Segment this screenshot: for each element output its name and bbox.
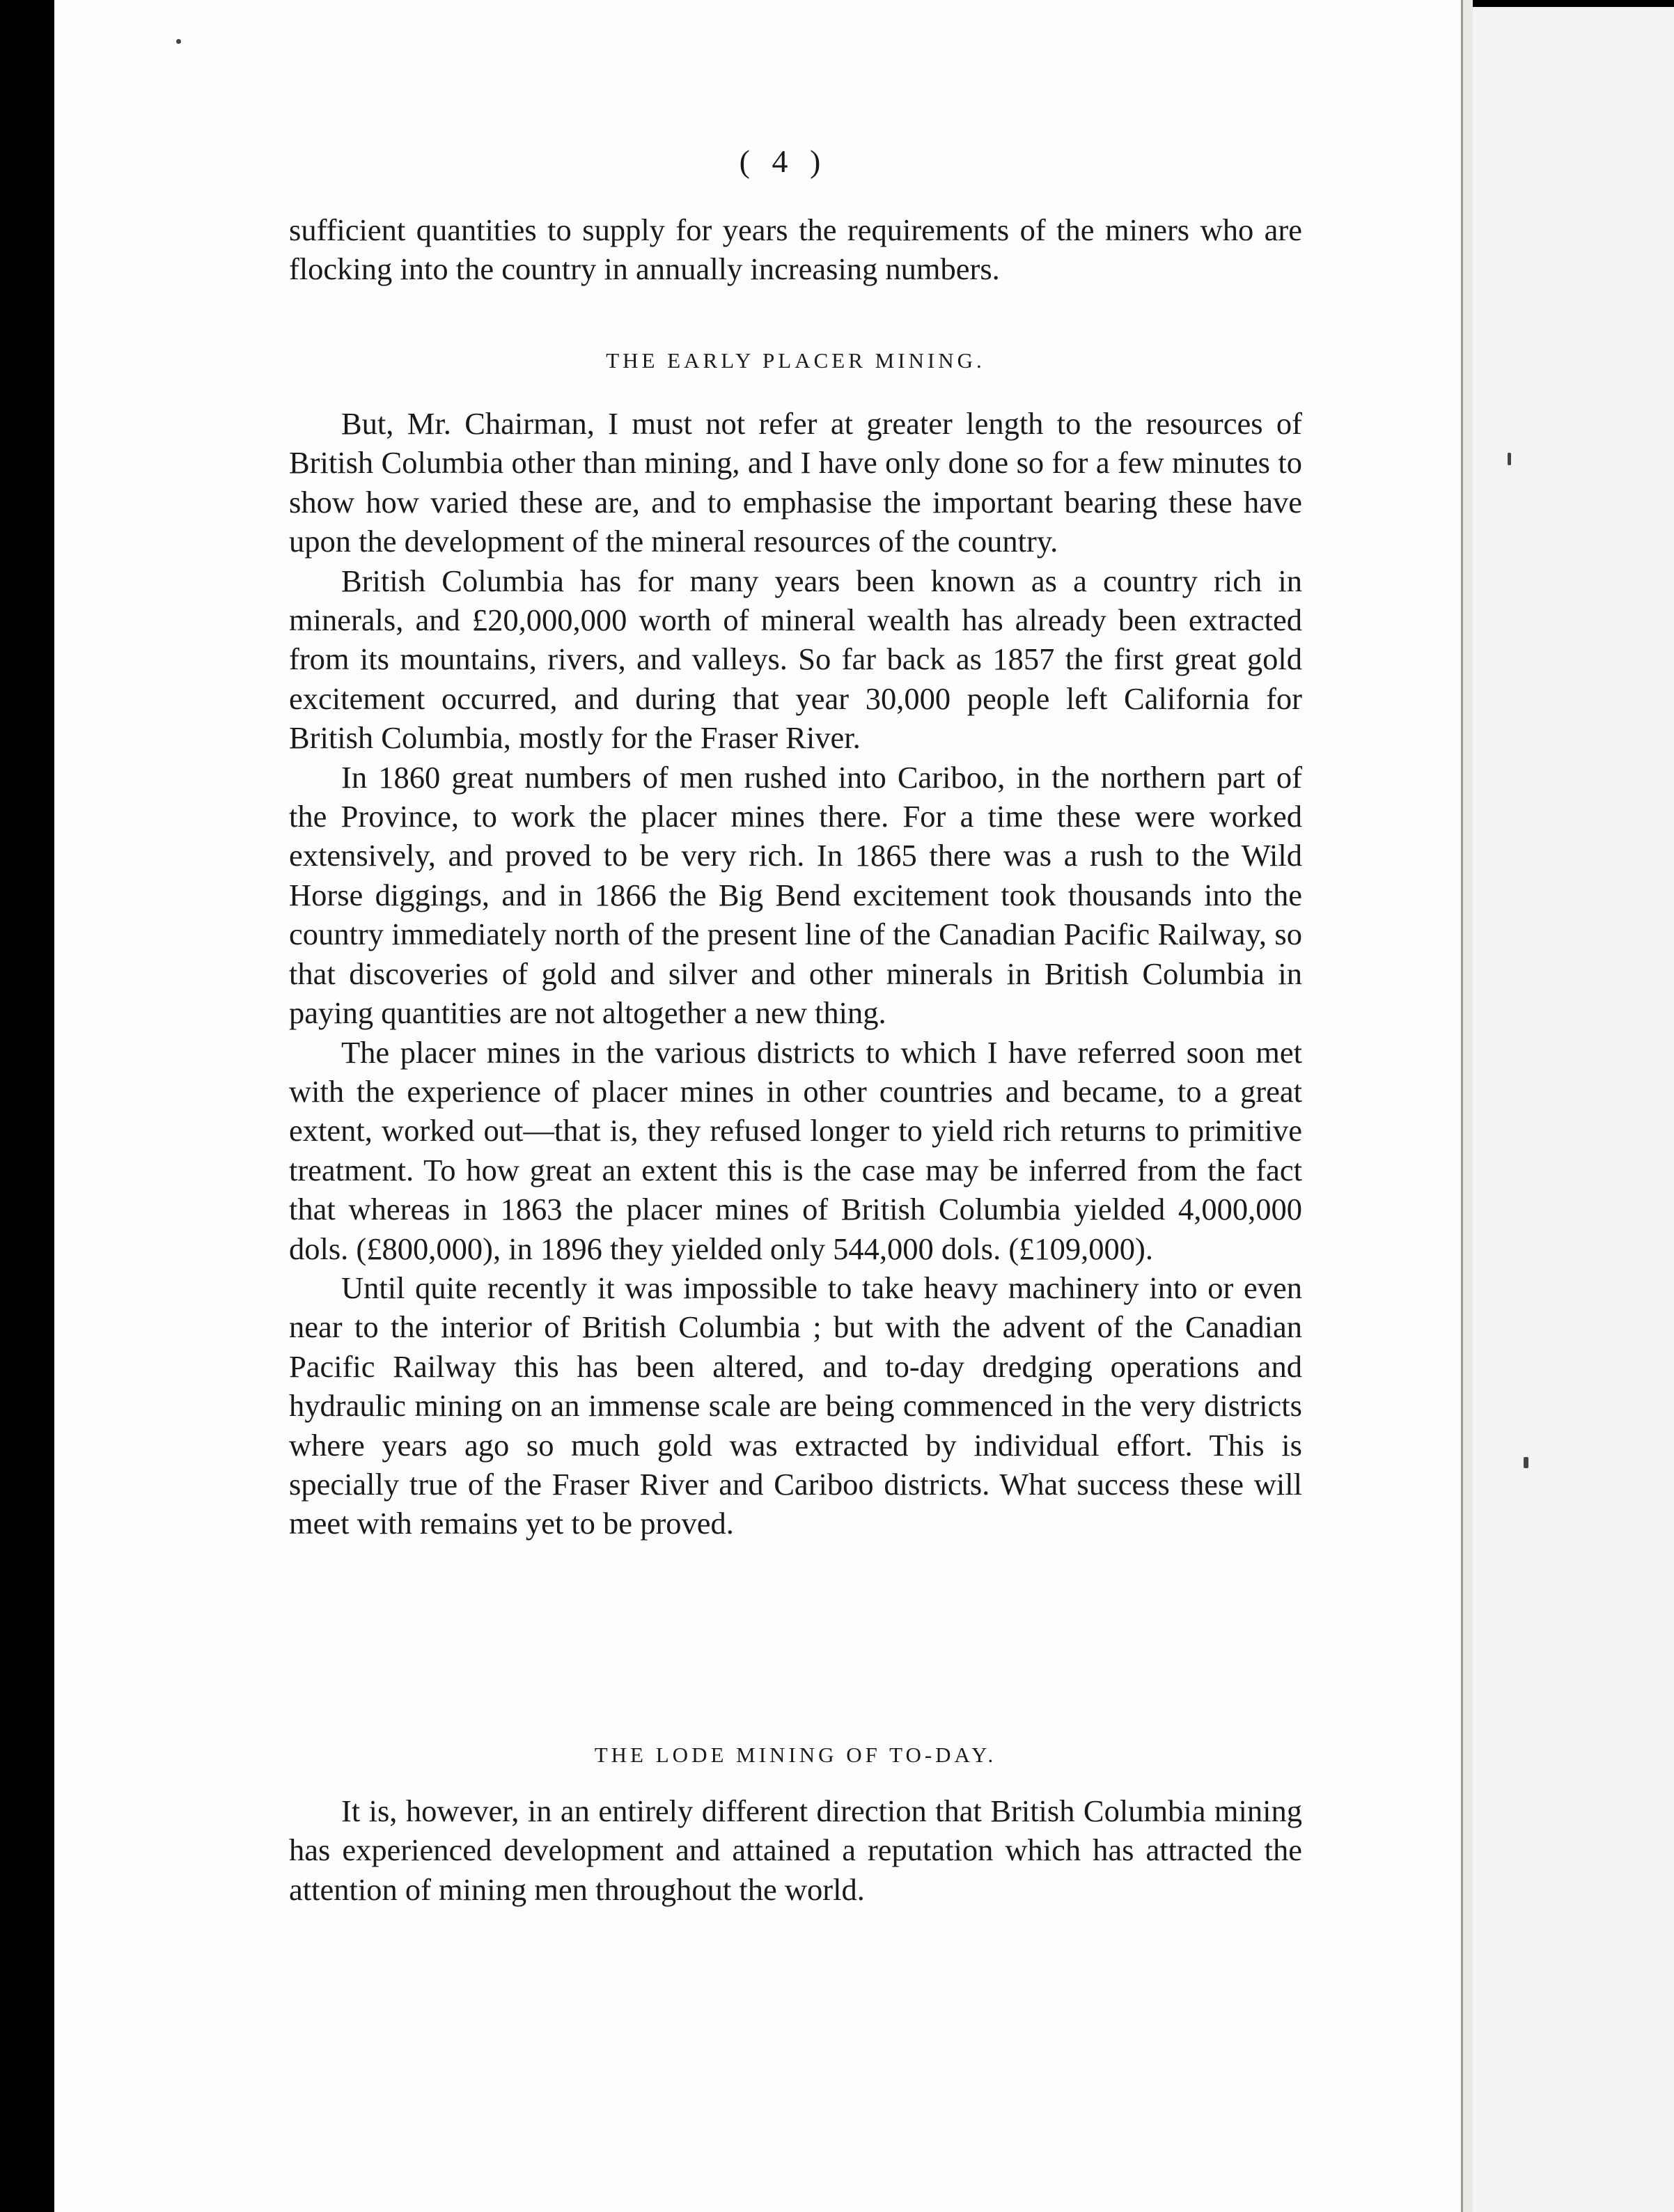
scan-speck [1524, 1457, 1528, 1468]
scan-speck [176, 39, 181, 44]
paragraph: In 1860 great numbers of men rushed into Cariboo, in the northern part of the Province, to work the placer mines there. For a time these were worked extensively, and proved to be very rich. In 1865 there was a rush to the Wild Horse diggings, and in 1866 the Big Bend excitement took thousands into the country immediately north of the present line of the Canadian Pacific Railway, so that discoveries of gold and silver and other minerals in British Columbia in paying quantities are not altogether a new thing. [289, 759, 1302, 1031]
paragraph: British Columbia has for many years been known as a country rich in minerals, and £20,000,000 worth of mineral wealth has already been extracted from its mountains, rivers, and valleys. So far back as 1857 the first great gold excitement occurred, and during that year 30,000 people left California for British Columbia, mostly for the Fraser River. [289, 563, 1302, 756]
section-body-lode-mining [289, 1791, 1302, 1909]
section-heading-early-placer-mining: THE EARLY PLACER MINING. [606, 348, 985, 373]
paragraph: sufficient quantities to supply for years the requirements of the miners who are flocking into the country in annually increasing numbers. [289, 212, 1302, 287]
section-heading-lode-mining: THE LODE MINING OF TO-DAY. [594, 1743, 997, 1767]
section-body-early-placer-mining [289, 404, 1302, 1543]
paragraph: Until quite recently it was impossible to take heavy machinery into or even near to the interior of British Columbia ; but with the advent of the Canadian Pacific Railway this has been altered, and to-day dredging operations and hydraulic mining on an immense scale are being commenced in the very districts where years ago so much gold was extracted by individual effort. This is specially true of the Fraser River and Cariboo districts. What success these will meet with remains yet to be proved. [289, 1270, 1302, 1541]
scan-speck [1508, 453, 1511, 465]
page-binding-edge [1461, 0, 1473, 2212]
paragraph: It is, however, in an entirely different direction that British Columbia mining has experienced development and attained a reputation which has attracted the attention of mining men throughout the world. [289, 1793, 1302, 1907]
continuation-text [289, 210, 1302, 289]
adjacent-page [1473, 7, 1674, 2212]
paragraph: The placer mines in the various districts to which I have referred soon met with the experience of placer mines in other countries and became, to a great extent, worked out—that is, they refused longer to yield rich returns to primitive treatment. To how great an extent this is the case may be inferred from the fact that whereas in 1863 the placer mines of British Columbia yielded 4,000,000 dols. (£800,000), in 1896 they yielded only 544,000 dols. (£109,000). [289, 1034, 1302, 1266]
paragraph: But, Mr. Chairman, I must not refer at greater length to the resources of British Columbia other than mining, and I have only done so for a few minutes to show how varied these are, and to emphasise the important bearing these have upon the development of the mineral resources of the country. [289, 406, 1302, 559]
page-number: ( 4 ) [739, 143, 828, 179]
